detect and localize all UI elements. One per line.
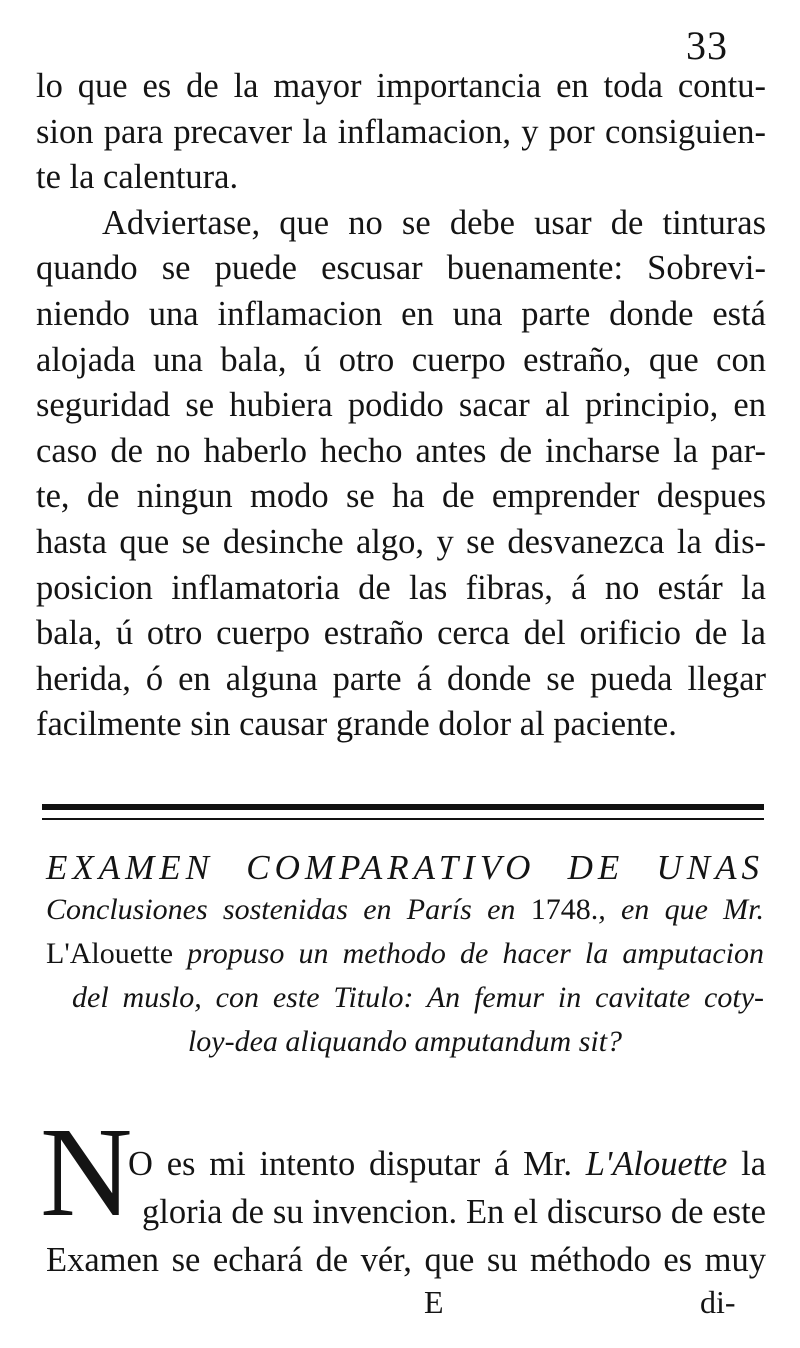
subtitle-year: 1748. [530, 893, 599, 926]
subtitle-text: Conclusiones sostenidas en París en [46, 893, 516, 926]
drop-cap: N [40, 1101, 133, 1243]
text-line: Adviertase, que no se debe usar de tinturas [102, 203, 766, 242]
signature-mark: E [424, 1284, 444, 1320]
text-line: alojada una bala, ú otro cuerpo estraño, que con [36, 340, 766, 379]
catchword: di- [700, 1284, 736, 1320]
section-subtitle [46, 888, 764, 1064]
text-line: Examen se echará de vér, que su méthodo es muy [46, 1241, 766, 1279]
subtitle-line: loy-dea aliquando amputandum sit? [187, 1025, 623, 1058]
subtitle-text: , en que Mr. [598, 893, 764, 926]
author-name: L'Alouette [46, 937, 174, 970]
text-line: lo que es de la mayor importancia en toda contu- [36, 67, 766, 105]
text-line: te la calentura. [36, 158, 239, 197]
page-number: 33 [686, 23, 728, 68]
text-line [46, 1140, 766, 1188]
subtitle-line [46, 932, 764, 976]
text-line: quando se puede escusar buenamente: Sobrevi- [36, 249, 766, 288]
text-line: facilmente sin causar grande dolor al paciente. [36, 705, 677, 744]
text-line: caso de no haberlo hecho antes de incharse la par- [36, 431, 766, 470]
text-line: hasta que se desinche algo, y se desvanezca la dis- [36, 522, 766, 561]
text-line: herida, ó en alguna parte á donde se pueda llegar [36, 659, 766, 698]
text-line: niendo una inflamacion en una parte donde está [36, 294, 766, 333]
body-text [36, 64, 766, 748]
subtitle-line: del muslo, con este Titulo: An femur in cavitate coty- [72, 981, 764, 1014]
section-divider-thin [42, 818, 764, 820]
text-line: gloria de su invencion. En el discurso de este [142, 1193, 766, 1231]
section-divider-thick [42, 804, 764, 810]
text-line: seguridad se hubiera podido sacar al principio, en [36, 386, 766, 425]
text-segment: la [741, 1145, 767, 1183]
text-segment: O es mi intento disputar á Mr. [128, 1145, 572, 1183]
subtitle-text: propuso un methodo de hacer la amputacion [187, 937, 764, 970]
text-line: te, de ningun modo se ha de emprender despues [36, 477, 766, 516]
page-footer [0, 1284, 800, 1324]
section-title: EXAMEN COMPARATIVO DE UNAS [46, 848, 764, 887]
text-line: bala, ú otro cuerpo estraño cerca del orificio de la [36, 614, 766, 653]
author-name: L'Alouette [585, 1145, 728, 1183]
text-line: posicion inflamatoria de las fibras, á no estár la [36, 568, 766, 607]
text-line: sion para precaver la inflamacion, y por consiguien- [36, 112, 766, 151]
subtitle-line [46, 888, 764, 932]
paragraph [46, 1140, 766, 1284]
